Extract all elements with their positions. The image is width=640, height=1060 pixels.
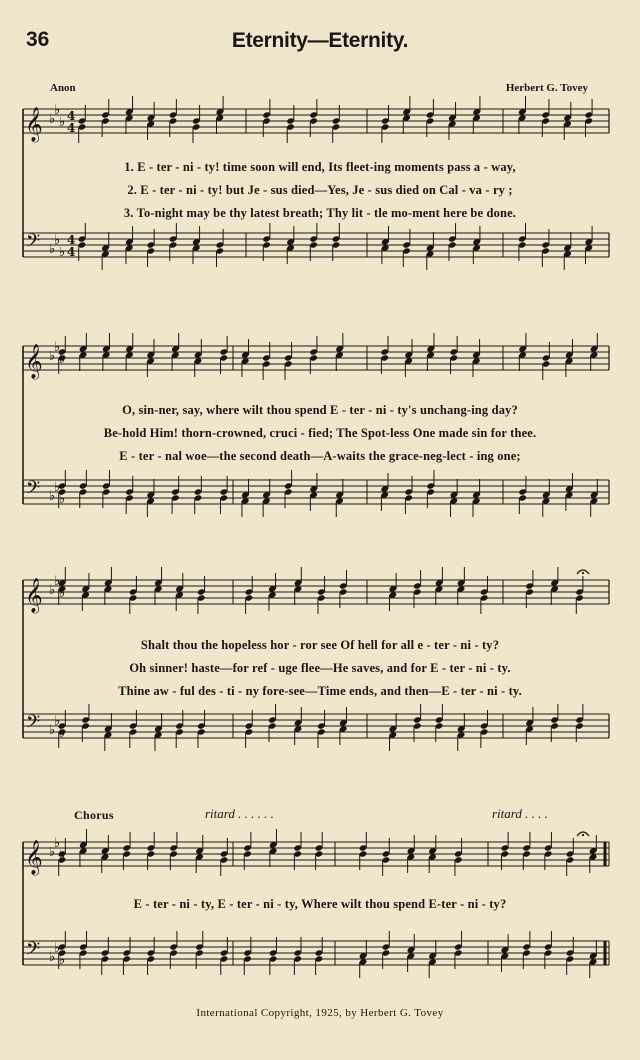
ritard-mark-1: ritard . . . . . . <box>205 806 274 821</box>
flat-sign-icon: ♭ <box>54 574 61 589</box>
flat-sign-icon: ♭ <box>49 723 56 738</box>
treble-clef-icon: 𝄞 <box>25 840 43 875</box>
chorus-label: Chorus <box>74 808 114 822</box>
flat-sign-icon: ♭ <box>49 950 56 965</box>
bass-clef-icon: 𝄢 <box>26 231 41 256</box>
flat-sign-icon: ♭ <box>49 845 56 860</box>
flat-sign-icon: ♭ <box>59 953 66 968</box>
hymn-title: Eternity—Eternity. <box>231 29 409 52</box>
notes <box>58 96 599 978</box>
flat-sign-icon: ♭ <box>59 115 66 130</box>
bass-clef-icon: 𝄢 <box>26 712 41 737</box>
ritard-mark-2: ritard . . . . <box>492 806 548 821</box>
flat-sign-icon: ♭ <box>59 726 66 741</box>
page-number: 36 <box>26 28 50 51</box>
flat-sign-icon: ♭ <box>54 340 61 355</box>
verse-1-line-2: O, sin-ner, say, where wilt thou spend E - ter - ni - ty's unchang-ing day? <box>122 403 518 417</box>
copyright-footer: International Copyright, 1925, by Herbert G. Tovey <box>196 1007 444 1019</box>
fermata-dot <box>582 834 584 836</box>
verse-3-line-1: 3. To-night may be thy latest breath; Thy lit - tle mo-ment here be done. <box>123 206 517 220</box>
flat-sign-icon: ♭ <box>54 836 61 851</box>
time-signature-top: 4 <box>67 233 76 247</box>
flat-sign-icon: ♭ <box>49 112 56 127</box>
flat-sign-icon: ♭ <box>49 489 56 504</box>
music-credit: Herbert G. Tovey <box>505 82 588 94</box>
chorus-lyric: E - ter - ni - ty, E - ter - ni - ty, Where wilt thou spend E-ter - ni - ty? <box>133 897 507 911</box>
treble-clef-icon: 𝄞 <box>25 107 43 142</box>
verse-1-line-1: 1. E - ter - ni - ty! time soon will end, Its fleet-ing moments pass a - way, <box>124 160 516 174</box>
flat-sign-icon: ♭ <box>59 245 66 260</box>
flat-sign-icon: ♭ <box>49 349 56 364</box>
flat-sign-icon: ♭ <box>49 242 56 257</box>
flat-sign-icon: ♭ <box>54 941 61 956</box>
treble-clef-icon: 𝄞 <box>25 578 43 613</box>
time-signature-bottom: 4 <box>67 121 76 135</box>
flat-sign-icon: ♭ <box>59 586 66 601</box>
verse-3-line-2: E - ter - nal woe—the second death—A-waits the grace-neg-lect - ing one; <box>119 449 521 463</box>
flat-sign-icon: ♭ <box>59 848 66 863</box>
bass-clef-icon: 𝄢 <box>26 939 41 964</box>
verse-3-line-3: Thine aw - ful des - ti - ny fore-see—Time ends, and then—E - ter - ni - ty. <box>118 684 522 698</box>
verse-1-line-3: Shalt thou the hopeless hor - ror see Of hell for all e - ter - ni - ty? <box>140 638 500 652</box>
flat-sign-icon: ♭ <box>59 352 66 367</box>
words-credit: Anon <box>50 82 76 94</box>
treble-clef-icon: 𝄞 <box>25 344 43 379</box>
flat-sign-icon: ♭ <box>54 103 61 118</box>
bass-clef-icon: 𝄢 <box>26 478 41 503</box>
verse-2-line-1: 2. E - ter - ni - ty! but Je - sus died—Yes, Je - sus died on Cal - va - ry ; <box>127 183 513 197</box>
flat-sign-icon: ♭ <box>59 492 66 507</box>
flat-sign-icon: ♭ <box>54 480 61 495</box>
time-signature-top: 4 <box>67 109 76 123</box>
verse-2-line-3: Oh sinner! haste—for ref - uge flee—He saves, and for E - ter - ni - ty. <box>129 661 511 675</box>
flat-sign-icon: ♭ <box>54 233 61 248</box>
flat-sign-icon: ♭ <box>54 714 61 729</box>
flat-sign-icon: ♭ <box>49 583 56 598</box>
verse-2-line-2: Be-hold Him! thorn-crowned, cruci - fied; The Spot-less One made sin for thee. <box>103 426 537 440</box>
time-signature-bottom: 4 <box>67 245 76 259</box>
fermata-dot <box>582 572 584 574</box>
